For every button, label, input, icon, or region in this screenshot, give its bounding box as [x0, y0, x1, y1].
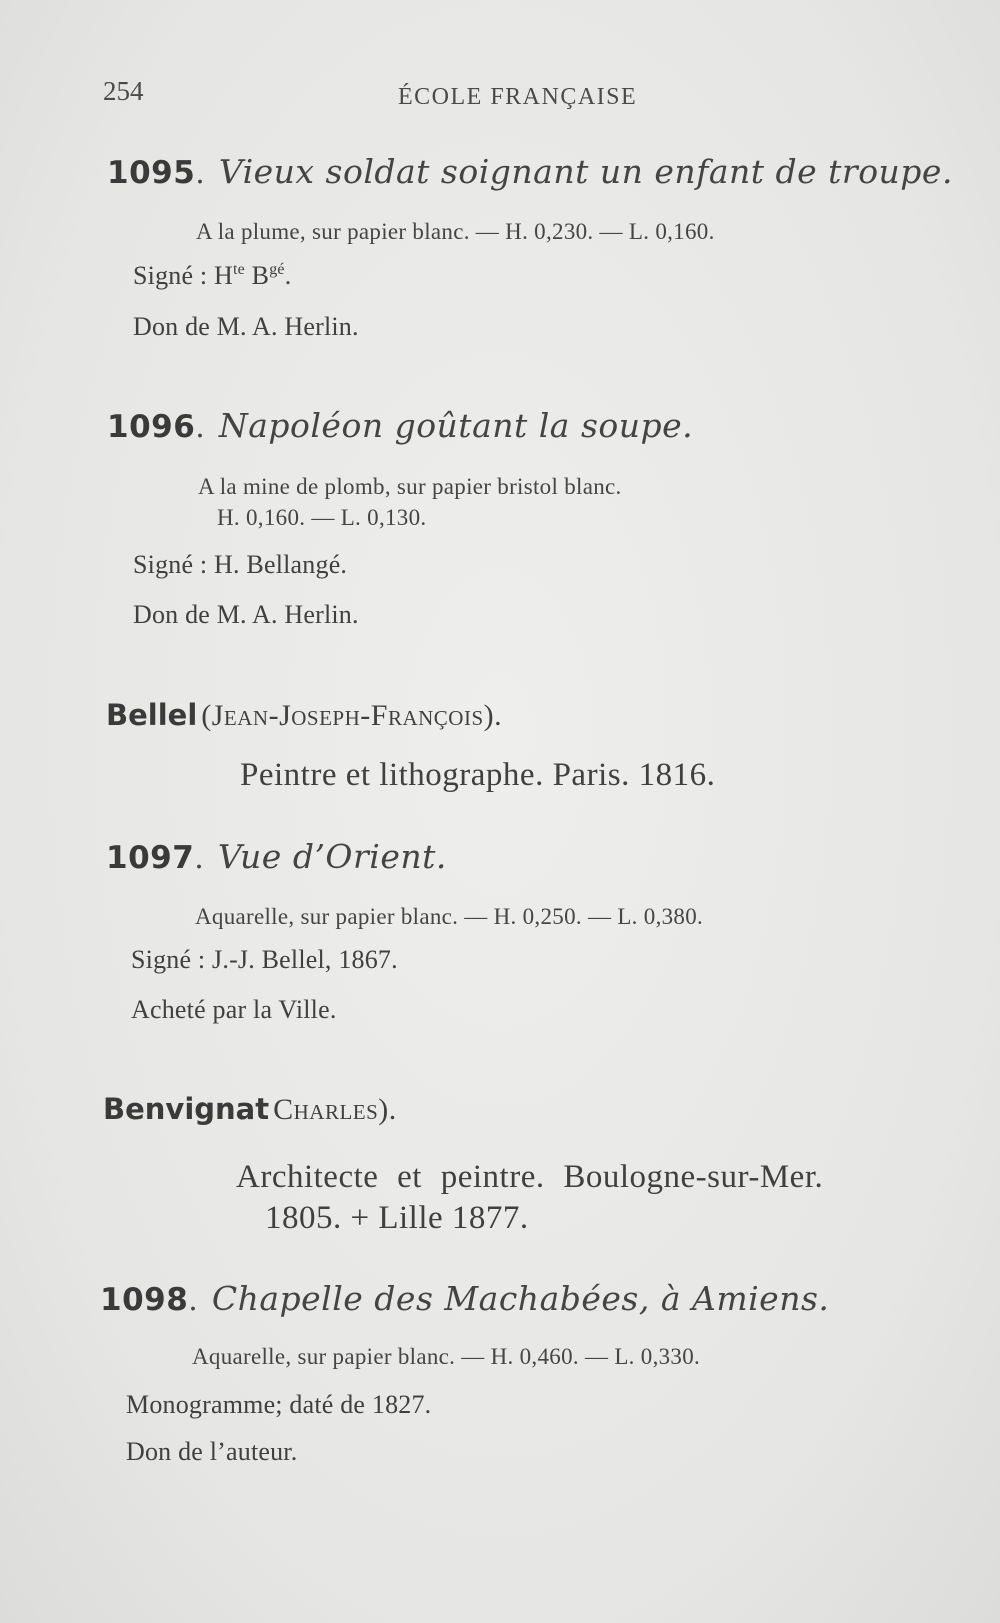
- entry-1097-heading: 1097. Vue d’Orient.: [106, 837, 447, 876]
- signature-line: Monogramme; daté de 1827.: [126, 1390, 432, 1419]
- artist-given-names: (Jean-Joseph-François).: [201, 699, 503, 732]
- artist-heading-benvignat: [103, 1092, 397, 1127]
- artist-given-names: Charles).: [273, 1093, 397, 1126]
- signature-line: Signé : H. Bellangé.: [133, 550, 348, 579]
- provenance-line: Acheté par la Ville.: [131, 995, 337, 1024]
- artist-dates: 1805. + Lille 1877.: [265, 1200, 529, 1236]
- artwork-title: Chapelle des Machabées, à Amiens.: [211, 1279, 830, 1318]
- signature-line: Signé : $H^{te}$ $B^{gé}$.: [133, 261, 292, 290]
- provenance-line: Don de M. A. Herlin.: [133, 312, 359, 341]
- artwork-title: Vieux soldat soignant un enfant de troupe.: [218, 152, 953, 191]
- catalogue-number: 1095: [107, 155, 196, 191]
- artwork-title: Napoléon goûtant la soupe.: [218, 406, 694, 445]
- provenance-line: Don de l’auteur.: [126, 1437, 298, 1466]
- artist-heading-bellel: [106, 698, 502, 733]
- artwork-medium: A la mine de plomb, sur papier bristol blanc.: [198, 474, 622, 499]
- artist-surname: Bellel: [106, 698, 198, 732]
- provenance-line: Don de M. A. Herlin.: [133, 600, 359, 629]
- catalogue-number: 1098: [100, 1282, 189, 1318]
- signature-line: Signé : J.-J. Bellel, 1867.: [131, 945, 398, 974]
- entry-1096-heading: 1096. Napoléon goûtant la soupe.: [107, 406, 694, 445]
- artwork-medium-dimensions: Aquarelle, sur papier blanc. — H. 0,250. — L. 0,380.: [195, 904, 704, 929]
- artwork-medium-dimensions: A la plume, sur papier blanc. — H. 0,230. — L. 0,160.: [196, 219, 715, 244]
- artist-biography: Architecte et peintre. Boulogne-sur-Mer.: [236, 1159, 824, 1195]
- entry-1098-heading: 1098. Chapelle des Machabées, à Amiens.: [100, 1279, 830, 1318]
- entry-1095-heading: 1095. Vieux soldat soignant un enfant de troupe.: [107, 152, 953, 191]
- artwork-dimensions: H. 0,160. — L. 0,130.: [217, 505, 427, 530]
- artist-biography: Peintre et lithographe. Paris. 1816.: [240, 757, 716, 793]
- page-number: 254: [103, 76, 144, 106]
- catalogue-number: 1096: [107, 409, 196, 445]
- catalogue-number: 1097: [106, 840, 195, 876]
- artist-surname: Benvignat: [103, 1092, 270, 1126]
- artwork-title: Vue d’Orient.: [217, 837, 447, 876]
- artwork-medium-dimensions: Aquarelle, sur papier blanc. — H. 0,460. — L. 0,330.: [192, 1344, 701, 1369]
- running-head: ÉCOLE FRANÇAISE: [398, 84, 638, 110]
